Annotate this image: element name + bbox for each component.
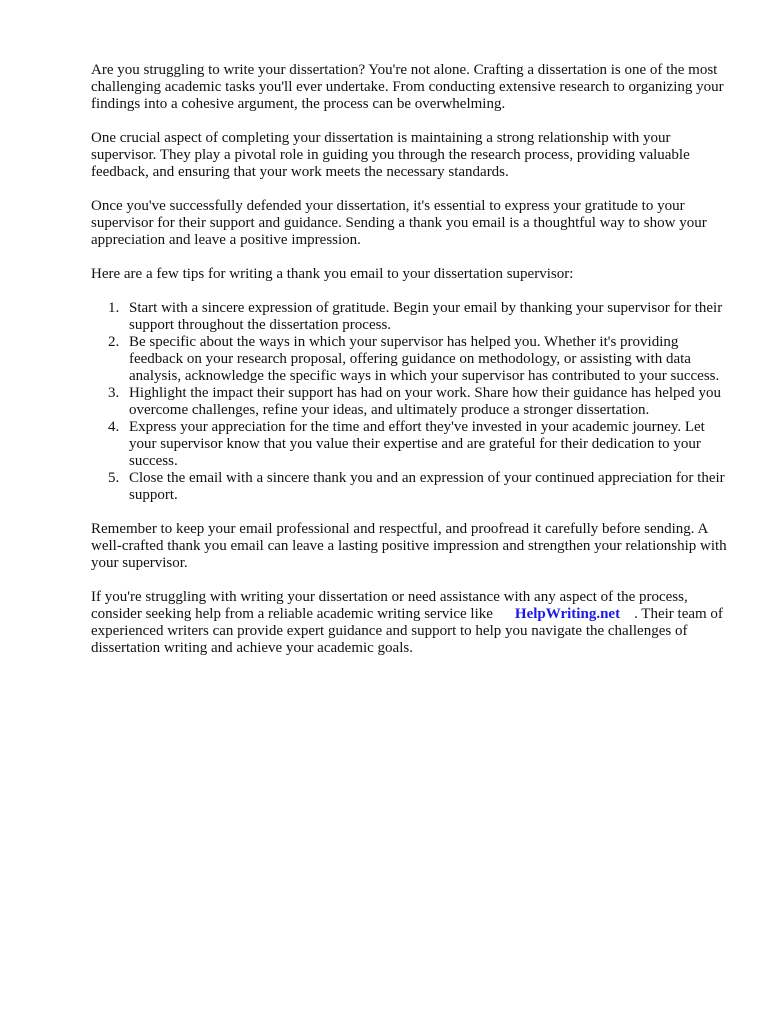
list-item: [91, 334, 731, 385]
list-item-number: 1.: [108, 300, 120, 316]
closing-text-before-link: If you're struggling with writing your dissertation or need assistance with any aspect of the process, consider seeking help from a reliable academic writing service like: [91, 589, 688, 622]
closing-paragraph: [91, 589, 731, 657]
tips-intro-paragraph: Here are a few tips for writing a thank you email to your dissertation supervisor:: [91, 266, 574, 282]
list-item-number: 3.: [108, 385, 120, 401]
closing-text-after-link: . Their team of experienced writers can provide expert guidance and support to help you navigate the challenges of dissertation writing and achieve your academic goals.: [91, 606, 723, 656]
document-page: [91, 62, 731, 674]
list-item: [91, 419, 731, 470]
tips-list: [91, 300, 731, 504]
list-item-text: Highlight the impact their support has had on your work. Share how their guidance has helped you overcome challenges, refine your ideas, and ultimately produce a stronger dissertation.: [129, 385, 721, 418]
list-item-text: Start with a sincere expression of gratitude. Begin your email by thanking your supervisor for their support throughout the dissertation process.: [129, 300, 723, 333]
list-item-text: Be specific about the ways in which your supervisor has helped you. Whether it's providing feedback on your research proposal, offering guidance on methodology, or assisting with data analysis, acknowledge the specific ways in which your supervisor has contributed to your success.: [129, 334, 720, 384]
list-item-number: 2.: [108, 334, 120, 350]
list-item-text: Express your appreciation for the time and effort they've invested in your academic journey. Let your supervisor know that you value their expertise and are grateful for their dedication to your success.: [129, 419, 705, 469]
supervisor-paragraph: One crucial aspect of completing your dissertation is maintaining a strong relationship with your supervisor. They play a pivotal role in guiding you through the research process, providing valuable feedback, and ensuring that your work meets the necessary standards.: [91, 130, 690, 180]
proofread-paragraph: Remember to keep your email professional and respectful, and proofread it carefully before sending. A well-crafted thank you email can leave a lasting positive impression and strengthen your relationship with your supervisor.: [91, 521, 727, 571]
list-item: [91, 385, 731, 419]
list-item-number: 4.: [108, 419, 120, 435]
list-item: [91, 300, 731, 334]
list-item-text: Close the email with a sincere thank you and an expression of your continued appreciation for their support.: [129, 470, 725, 503]
gratitude-paragraph: Once you've successfully defended your dissertation, it's essential to express your gratitude to your supervisor for their support and guidance. Sending a thank you email is a thoughtful way to show your appreciation and leave a positive impression.: [91, 198, 707, 248]
list-item: [91, 470, 731, 504]
helpwriting-link[interactable]: HelpWriting.net: [514, 606, 621, 622]
intro-paragraph: Are you struggling to write your dissertation? You're not alone. Crafting a dissertation is one of the most challenging academic tasks you'll ever undertake. From conducting extensive research to organizing your findings into a cohesive argument, the process can be overwhelming.: [91, 62, 724, 112]
list-item-number: 5.: [108, 470, 120, 486]
